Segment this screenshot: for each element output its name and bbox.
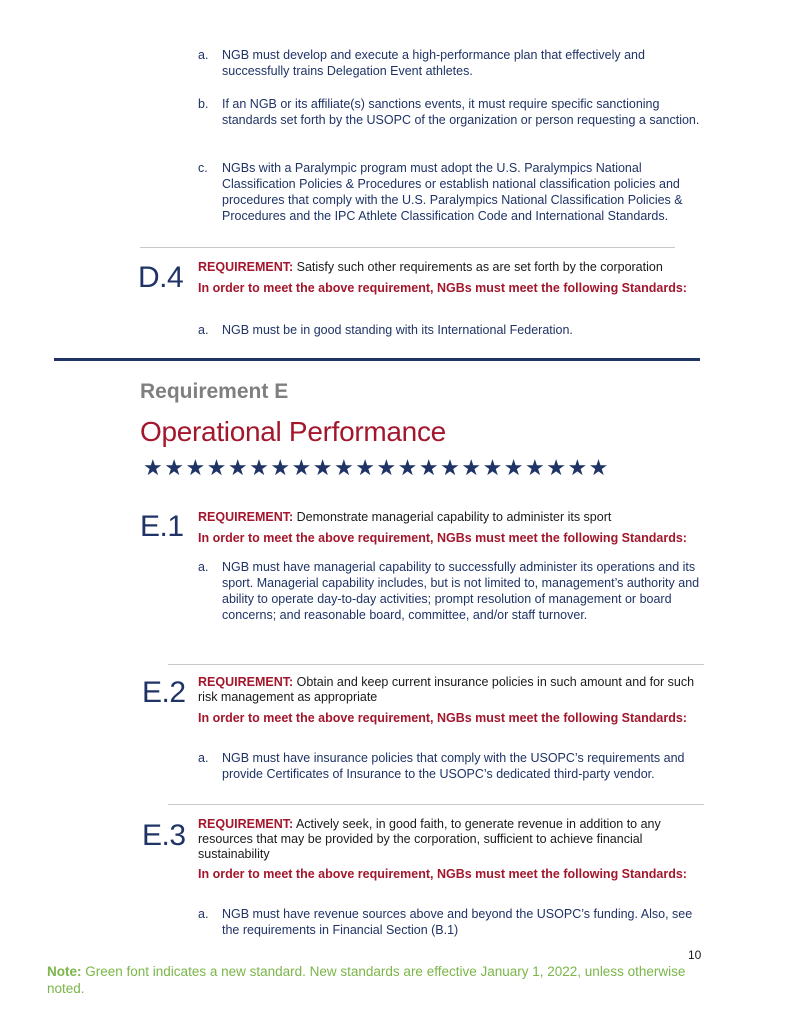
list-letter: a. [198, 560, 209, 574]
divider [168, 664, 704, 665]
requirement-code-e1: E.1 [140, 510, 184, 543]
e3-item-a [198, 906, 708, 938]
d4-item-a [198, 322, 708, 338]
list-letter: a. [198, 751, 209, 765]
list-letter: a. [198, 323, 209, 337]
requirement-text: Demonstrate managerial capability to administer its sport [293, 510, 612, 524]
standards-heading-e2: In order to meet the above requirement, NGBs must meet the following Standards: [198, 711, 687, 725]
requirement-e3 [198, 817, 708, 862]
list-text: NGB must be in good standing with its International Federation. [222, 323, 573, 337]
list-text: NGB must develop and execute a high-performance plan that effectively and successfully trains Delegation Event athletes. [222, 48, 645, 78]
divider [168, 804, 704, 805]
d3-item-b [198, 96, 708, 128]
standards-heading-e1: In order to meet the above requirement, NGBs must meet the following Standards: [198, 531, 687, 545]
list-text: NGBs with a Paralympic program must adopt the U.S. Paralympics National Classification Policies & Procedures or establish national classification policies and procedures that comply with the U.S. Paralympics National Classification Policies & Procedures and the IPC Athlete Classification Code and International Standards. [222, 161, 683, 223]
e2-item-a [198, 750, 708, 782]
list-text: NGB must have insurance policies that comply with the USOPC’s requirements and provide Certificates of Insurance to the USOPC’s dedicated third-party vendor. [222, 751, 685, 781]
requirement-e2 [198, 675, 708, 705]
requirement-label: REQUIREMENT: [198, 675, 294, 689]
requirement-e1 [198, 510, 708, 525]
standards-heading-d4: In order to meet the above requirement, NGBs must meet the following Standards: [198, 281, 687, 295]
section-title: Operational Performance [140, 416, 446, 447]
stars-decoration: ★★★★★★★★★★★★★★★★★★★★★★ [143, 455, 610, 480]
requirement-label: REQUIREMENT: [198, 260, 294, 274]
standards-heading-e3: In order to meet the above requirement, NGBs must meet the following Standards: [198, 867, 687, 881]
requirement-code-e3: E.3 [142, 819, 186, 852]
list-letter: b. [198, 97, 209, 111]
requirement-label: REQUIREMENT: [198, 510, 294, 524]
divider [140, 247, 675, 248]
requirement-text: Satisfy such other requirements as are set forth by the corporation [293, 260, 663, 274]
footer-note [47, 963, 687, 997]
requirement-text: Obtain and keep current insurance policies in such amount and for such risk management as appropriate [198, 675, 695, 704]
requirement-d4 [198, 260, 708, 275]
d3-item-c [198, 160, 708, 224]
requirement-text: Actively seek, in good faith, to generate revenue in addition to any resources that may be provided by the corporation, sufficient to achieve financial sustainability [198, 817, 661, 861]
requirement-label: REQUIREMENT: [198, 817, 294, 831]
e1-item-a [198, 559, 708, 623]
section-divider [54, 358, 700, 361]
list-letter: c. [198, 161, 208, 175]
d3-item-a [198, 47, 708, 79]
list-letter: a. [198, 48, 209, 62]
section-kicker: Requirement E [140, 380, 289, 403]
list-text: If an NGB or its affiliate(s) sanctions events, it must require specific sanctioning standards set forth by the USOPC of the organization or person requesting a sanction. [222, 97, 700, 127]
note-label: Note: [47, 964, 82, 979]
requirement-code-d4: D.4 [138, 261, 184, 294]
list-letter: a. [198, 907, 209, 921]
requirement-code-e2: E.2 [142, 676, 186, 709]
list-text: NGB must have revenue sources above and beyond the USOPC’s funding. Also, see the requirements in Financial Section (B.1) [222, 907, 693, 937]
list-text: NGB must have managerial capability to successfully administer its operations and its sport. Managerial capability includes, but is not limited to, management’s authority and ability to operate day-to-day activities; prompt resolution of management or board concerns; and reasonable board, committee, and/or staff turnover. [222, 560, 700, 622]
page-number: 10 [688, 948, 702, 962]
note-text: Green font indicates a new standard. New standards are effective January 1, 2022, unless otherwise noted. [47, 964, 686, 996]
